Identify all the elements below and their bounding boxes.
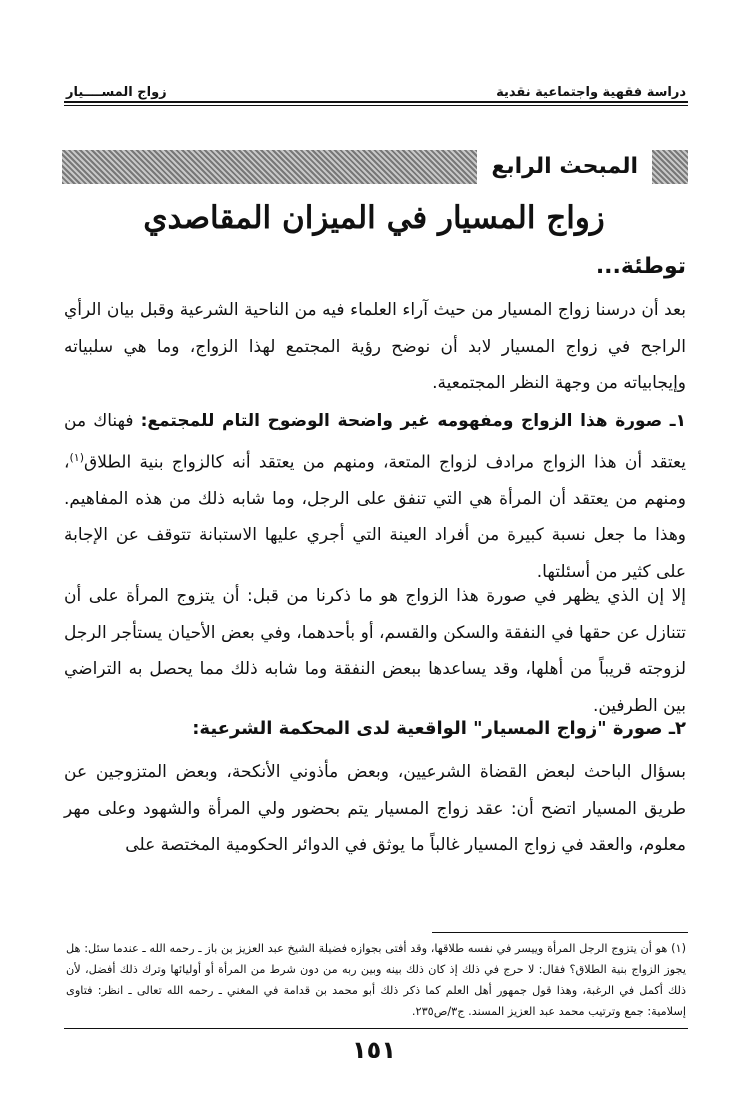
header-book-title: زواج المســــيار — [66, 85, 167, 100]
header-rule — [64, 101, 688, 103]
intro-paragraph: بعد أن درسنا زواج المسيار من حيث آراء العلماء فيه من الناحية الشرعية وقبل بيان الرأي الراجح في زواج المسيار لابد أن نوضح رؤية المجتمع لهذا الزواج، وما هي سلبياته وإيجابياته من وجهة النظر المجتمعية. — [64, 300, 686, 393]
item1-paragraph — [64, 403, 686, 590]
footnote-marker: (١) — [69, 450, 85, 464]
intro-heading: توطئة... — [595, 254, 686, 279]
item1-lead: ١ـ صورة هذا الزواج ومفهومه غير واضحة الوضوح التام للمجتمع: — [140, 411, 686, 431]
section-label: المبحث الرابع — [477, 150, 652, 184]
item2-paragraph: بسؤال الباحث لبعض القضاة الشرعيين، وبعض مأذوني الأنكحة، وبعض المتزوجين عن طريق المسيار اتضح أن: عقد زواج المسيار يتم بحضور ولي المرأة والشهود وعلى مهر معلوم، والعقد في زواج المسيار غالباً ما يوثق في الدوائر الحكومية المختصة على — [64, 762, 686, 855]
running-header — [66, 78, 686, 100]
header-subtitle: دراسة فقهية واجتماعية نقدية — [496, 85, 686, 100]
item2-heading: ٢ـ صورة "زواج المسيار" الواقعية لدى المحكمة الشرعية: — [192, 718, 686, 739]
item1-paragraph-2: إلا إن الذي يظهر في صورة هذا الزواج هو ما ذكرنا من قبل: أن يتزوج المرأة على أن تتنازل عن حقها في النفقة والسكن والقسم، أو بأحدهما، وفي بعض الأحيان يستأجر الرجل لزوجته قريباً من أهلها، وقد يساعدها ببعض النفقة وما شابه ذلك مما يحصل به التراضي بين الطرفين. — [64, 586, 686, 716]
footnote-rule — [432, 932, 688, 933]
footnote: (١) هو أن يتزوج الرجل المرأة وييسر في نفسه طلاقها، وقد أفتى بجوازه فضيلة الشيخ عبد العزيز بن باز ـ رحمه الله ـ عندما سئل: هل يجوز الزواج بنية الطلاق؟ فقال: لا حرج في ذلك إذ كان ذلك بينه وبين ربه من دون شرط من المرأة أو أوليائها وترك ذلك أفضل، لأن ذلك أكمل في الرغبة، وهذا قول جمهور أهل العلم كما ذكر ذلك أبو محمد بن قدامة في المغني ـ رحمه الله تعالى ـ انظر: فتاوى إسلامية: جمع وترتيب محمد عبد العزيز المسند. ج٣/ص٢٣٥. — [66, 942, 686, 1018]
header-rule-thin — [64, 105, 688, 106]
footer-rule — [64, 1028, 688, 1029]
item1-text-a: فهناك من يعتقد أن هذا الزواج مرادف لزواج المتعة، ومنهم من يعتقد أنه كالزواج بنية الطلاق — [64, 411, 686, 473]
item1-text-b: ، ومنهم من يعتقد أن المرأة هي التي تنفق على الرجل، وما شابه ذلك من هذه المفاهيم. وهذا ما جعل نسبة كبيرة من أفراد العينة التي أجري عليها الاستبانة تتوقف عن الإجابة على كثير من أسئلتها. — [64, 452, 686, 582]
page-number: ١٥١ — [352, 1036, 396, 1064]
section-title: زواج المسيار في الميزان المقاصدي — [143, 200, 605, 236]
